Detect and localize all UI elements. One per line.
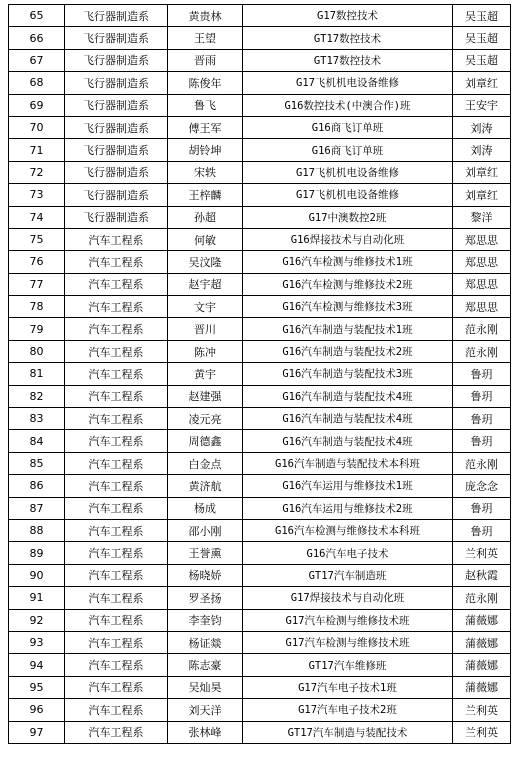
table-row — [9, 318, 511, 340]
advisor-cell: 郑思思 — [453, 251, 511, 273]
student-name-cell: 刘天洋 — [168, 699, 243, 721]
department-cell: 飞行器制造系 — [65, 27, 168, 49]
student-name-cell: 黄贵林 — [168, 5, 243, 27]
advisor-cell: 郑思思 — [453, 228, 511, 250]
class-name-cell: G16数控技术(中澳合作)班 — [243, 94, 453, 116]
department-cell: 汽车工程系 — [65, 542, 168, 564]
student-name-cell: 凌元亮 — [168, 408, 243, 430]
department-cell: 汽车工程系 — [65, 519, 168, 541]
department-cell: 飞行器制造系 — [65, 116, 168, 138]
class-name-cell: G16汽车制造与装配技术3班 — [243, 363, 453, 385]
advisor-cell: 庞念念 — [453, 475, 511, 497]
student-name-cell: 白金点 — [168, 452, 243, 474]
student-name-cell: 赵建强 — [168, 385, 243, 407]
class-name-cell: G16商飞订单班 — [243, 139, 453, 161]
department-cell: 汽车工程系 — [65, 631, 168, 653]
student-name-cell: 胡铃坤 — [168, 139, 243, 161]
row-number-cell: 96 — [9, 699, 65, 721]
department-cell: 汽车工程系 — [65, 340, 168, 362]
row-number-cell: 90 — [9, 564, 65, 586]
row-number-cell: 67 — [9, 49, 65, 71]
table-row — [9, 519, 511, 541]
student-name-cell: 张林峰 — [168, 721, 243, 743]
department-cell: 汽车工程系 — [65, 564, 168, 586]
student-name-cell: 黄济航 — [168, 475, 243, 497]
student-name-cell: 何敏 — [168, 228, 243, 250]
row-number-cell: 91 — [9, 587, 65, 609]
advisor-cell: 刘章红 — [453, 161, 511, 183]
department-cell: 汽车工程系 — [65, 654, 168, 676]
department-cell: 汽车工程系 — [65, 296, 168, 318]
student-name-cell: 文宇 — [168, 296, 243, 318]
student-name-cell: 傅王军 — [168, 116, 243, 138]
student-name-cell: 赵宇超 — [168, 273, 243, 295]
table-row — [9, 654, 511, 676]
student-name-cell: 王梓麟 — [168, 184, 243, 206]
student-name-cell: 陈冲 — [168, 340, 243, 362]
advisor-cell: 范永刚 — [453, 452, 511, 474]
row-number-cell: 81 — [9, 363, 65, 385]
table-row — [9, 363, 511, 385]
table-row — [9, 116, 511, 138]
student-name-cell: 周德鑫 — [168, 430, 243, 452]
advisor-cell: 蒲薇娜 — [453, 676, 511, 698]
department-cell: 汽车工程系 — [65, 497, 168, 519]
advisor-cell: 蒲薇娜 — [453, 609, 511, 631]
advisor-cell: 鲁玥 — [453, 408, 511, 430]
class-name-cell: G16商飞订单班 — [243, 116, 453, 138]
row-number-cell: 73 — [9, 184, 65, 206]
student-name-cell: 李奎钧 — [168, 609, 243, 631]
row-number-cell: 80 — [9, 340, 65, 362]
table-row — [9, 139, 511, 161]
row-number-cell: 87 — [9, 497, 65, 519]
class-name-cell: GT17数控技术 — [243, 27, 453, 49]
department-cell: 汽车工程系 — [65, 452, 168, 474]
department-cell: 汽车工程系 — [65, 430, 168, 452]
department-cell: 汽车工程系 — [65, 408, 168, 430]
class-name-cell: G16汽车检测与维修技术1班 — [243, 251, 453, 273]
row-number-cell: 85 — [9, 452, 65, 474]
student-name-cell: 宋轶 — [168, 161, 243, 183]
class-name-cell: G16汽车检测与维修技术2班 — [243, 273, 453, 295]
table-row — [9, 542, 511, 564]
student-name-cell: 吴汶隆 — [168, 251, 243, 273]
table-row — [9, 564, 511, 586]
department-cell: 飞行器制造系 — [65, 72, 168, 94]
row-number-cell: 93 — [9, 631, 65, 653]
department-cell: 飞行器制造系 — [65, 139, 168, 161]
department-cell: 飞行器制造系 — [65, 184, 168, 206]
student-name-cell: 晋雨 — [168, 49, 243, 71]
student-name-cell: 陈俊年 — [168, 72, 243, 94]
department-cell: 汽车工程系 — [65, 587, 168, 609]
table-row — [9, 273, 511, 295]
table-row — [9, 184, 511, 206]
class-name-cell: G17汽车电子技术2班 — [243, 699, 453, 721]
student-name-cell: 杨成 — [168, 497, 243, 519]
department-cell: 汽车工程系 — [65, 318, 168, 340]
table-row — [9, 430, 511, 452]
advisor-cell: 蒲薇娜 — [453, 631, 511, 653]
class-name-cell: G16汽车制造与装配技术4班 — [243, 385, 453, 407]
student-name-cell: 晋川 — [168, 318, 243, 340]
class-name-cell: G16汽车制造与装配技术4班 — [243, 430, 453, 452]
advisor-cell: 吴玉超 — [453, 49, 511, 71]
class-name-cell: G16汽车制造与装配技术本科班 — [243, 452, 453, 474]
advisor-cell: 鲁玥 — [453, 519, 511, 541]
row-number-cell: 77 — [9, 273, 65, 295]
student-name-cell: 杨晓娇 — [168, 564, 243, 586]
class-name-cell: G17焊接技术与自动化班 — [243, 587, 453, 609]
table-row — [9, 408, 511, 430]
advisor-cell: 兰利英 — [453, 542, 511, 564]
student-name-cell: 杨证燚 — [168, 631, 243, 653]
student-name-cell: 黄宇 — [168, 363, 243, 385]
student-name-cell: 陈志豪 — [168, 654, 243, 676]
department-cell: 汽车工程系 — [65, 721, 168, 743]
row-number-cell: 92 — [9, 609, 65, 631]
class-name-cell: G16汽车制造与装配技术4班 — [243, 408, 453, 430]
advisor-cell: 吴玉超 — [453, 5, 511, 27]
advisor-cell: 范永刚 — [453, 340, 511, 362]
row-number-cell: 79 — [9, 318, 65, 340]
row-number-cell: 88 — [9, 519, 65, 541]
row-number-cell: 86 — [9, 475, 65, 497]
class-name-cell: G17飞机机电设备维修 — [243, 161, 453, 183]
advisor-cell: 刘章红 — [453, 184, 511, 206]
class-name-cell: G17中澳数控2班 — [243, 206, 453, 228]
student-name-cell: 王望 — [168, 27, 243, 49]
department-cell: 汽车工程系 — [65, 228, 168, 250]
table-row — [9, 699, 511, 721]
class-name-cell: G16汽车电子技术 — [243, 542, 453, 564]
class-name-cell: GT17汽车制造与装配技术 — [243, 721, 453, 743]
class-name-cell: G16汽车运用与维修技术1班 — [243, 475, 453, 497]
table-row — [9, 228, 511, 250]
roster-body — [9, 5, 511, 744]
row-number-cell: 82 — [9, 385, 65, 407]
table-row — [9, 340, 511, 362]
row-number-cell: 65 — [9, 5, 65, 27]
row-number-cell: 94 — [9, 654, 65, 676]
class-name-cell: G16汽车制造与装配技术1班 — [243, 318, 453, 340]
row-number-cell: 97 — [9, 721, 65, 743]
advisor-cell: 王安宇 — [453, 94, 511, 116]
advisor-cell: 蒲薇娜 — [453, 654, 511, 676]
table-row — [9, 27, 511, 49]
student-name-cell: 王誉熏 — [168, 542, 243, 564]
table-row — [9, 161, 511, 183]
row-number-cell: 72 — [9, 161, 65, 183]
class-name-cell: G16汽车运用与维修技术2班 — [243, 497, 453, 519]
department-cell: 汽车工程系 — [65, 385, 168, 407]
row-number-cell: 71 — [9, 139, 65, 161]
advisor-cell: 兰利英 — [453, 699, 511, 721]
department-cell: 飞行器制造系 — [65, 206, 168, 228]
row-number-cell: 70 — [9, 116, 65, 138]
class-name-cell: G16汽车制造与装配技术2班 — [243, 340, 453, 362]
row-number-cell: 76 — [9, 251, 65, 273]
class-name-cell: G17飞机机电设备维修 — [243, 184, 453, 206]
class-name-cell: GT17汽车维修班 — [243, 654, 453, 676]
table-row — [9, 721, 511, 743]
department-cell: 汽车工程系 — [65, 676, 168, 698]
advisor-cell: 鲁玥 — [453, 430, 511, 452]
advisor-cell: 刘涛 — [453, 139, 511, 161]
row-number-cell: 83 — [9, 408, 65, 430]
advisor-cell: 黎洋 — [453, 206, 511, 228]
advisor-cell: 郑思思 — [453, 296, 511, 318]
advisor-cell: 范永刚 — [453, 587, 511, 609]
table-row — [9, 72, 511, 94]
advisor-cell: 郑思思 — [453, 273, 511, 295]
student-name-cell: 鲁飞 — [168, 94, 243, 116]
class-name-cell: G17飞机机电设备维修 — [243, 72, 453, 94]
table-row — [9, 94, 511, 116]
table-row — [9, 587, 511, 609]
department-cell: 飞行器制造系 — [65, 161, 168, 183]
table-row — [9, 49, 511, 71]
advisor-cell: 刘章红 — [453, 72, 511, 94]
advisor-cell: 鲁玥 — [453, 497, 511, 519]
row-number-cell: 84 — [9, 430, 65, 452]
advisor-cell: 刘涛 — [453, 116, 511, 138]
department-cell: 飞行器制造系 — [65, 49, 168, 71]
class-name-cell: G17汽车电子技术1班 — [243, 676, 453, 698]
class-name-cell: G16汽车检测与维修技术3班 — [243, 296, 453, 318]
row-number-cell: 66 — [9, 27, 65, 49]
class-name-cell: G16汽车检测与维修技术本科班 — [243, 519, 453, 541]
class-name-cell: G16焊接技术与自动化班 — [243, 228, 453, 250]
table-row — [9, 497, 511, 519]
advisor-cell: 鲁玥 — [453, 385, 511, 407]
department-cell: 汽车工程系 — [65, 609, 168, 631]
department-cell: 汽车工程系 — [65, 699, 168, 721]
row-number-cell: 69 — [9, 94, 65, 116]
row-number-cell: 74 — [9, 206, 65, 228]
class-name-cell: G17汽车检测与维修技术班 — [243, 631, 453, 653]
department-cell: 汽车工程系 — [65, 251, 168, 273]
row-number-cell: 89 — [9, 542, 65, 564]
department-cell: 汽车工程系 — [65, 363, 168, 385]
class-name-cell: G17汽车检测与维修技术班 — [243, 609, 453, 631]
row-number-cell: 95 — [9, 676, 65, 698]
table-row — [9, 385, 511, 407]
row-number-cell: 78 — [9, 296, 65, 318]
student-name-cell: 吴灿昊 — [168, 676, 243, 698]
student-name-cell: 孙超 — [168, 206, 243, 228]
class-name-cell: G17数控技术 — [243, 5, 453, 27]
department-cell: 汽车工程系 — [65, 475, 168, 497]
class-name-cell: GT17汽车制造班 — [243, 564, 453, 586]
advisor-cell: 鲁玥 — [453, 363, 511, 385]
table-row — [9, 475, 511, 497]
table-row — [9, 206, 511, 228]
row-number-cell: 75 — [9, 228, 65, 250]
department-cell: 汽车工程系 — [65, 273, 168, 295]
student-name-cell: 罗圣扬 — [168, 587, 243, 609]
table-row — [9, 5, 511, 27]
table-row — [9, 296, 511, 318]
advisor-cell: 赵秋霞 — [453, 564, 511, 586]
table-row — [9, 631, 511, 653]
advisor-cell: 吴玉超 — [453, 27, 511, 49]
row-number-cell: 68 — [9, 72, 65, 94]
roster-table — [8, 4, 511, 744]
table-row — [9, 676, 511, 698]
department-cell: 飞行器制造系 — [65, 94, 168, 116]
class-name-cell: GT17数控技术 — [243, 49, 453, 71]
student-name-cell: 邵小刚 — [168, 519, 243, 541]
table-row — [9, 452, 511, 474]
table-row — [9, 609, 511, 631]
advisor-cell: 兰利英 — [453, 721, 511, 743]
table-row — [9, 251, 511, 273]
department-cell: 飞行器制造系 — [65, 5, 168, 27]
advisor-cell: 范永刚 — [453, 318, 511, 340]
